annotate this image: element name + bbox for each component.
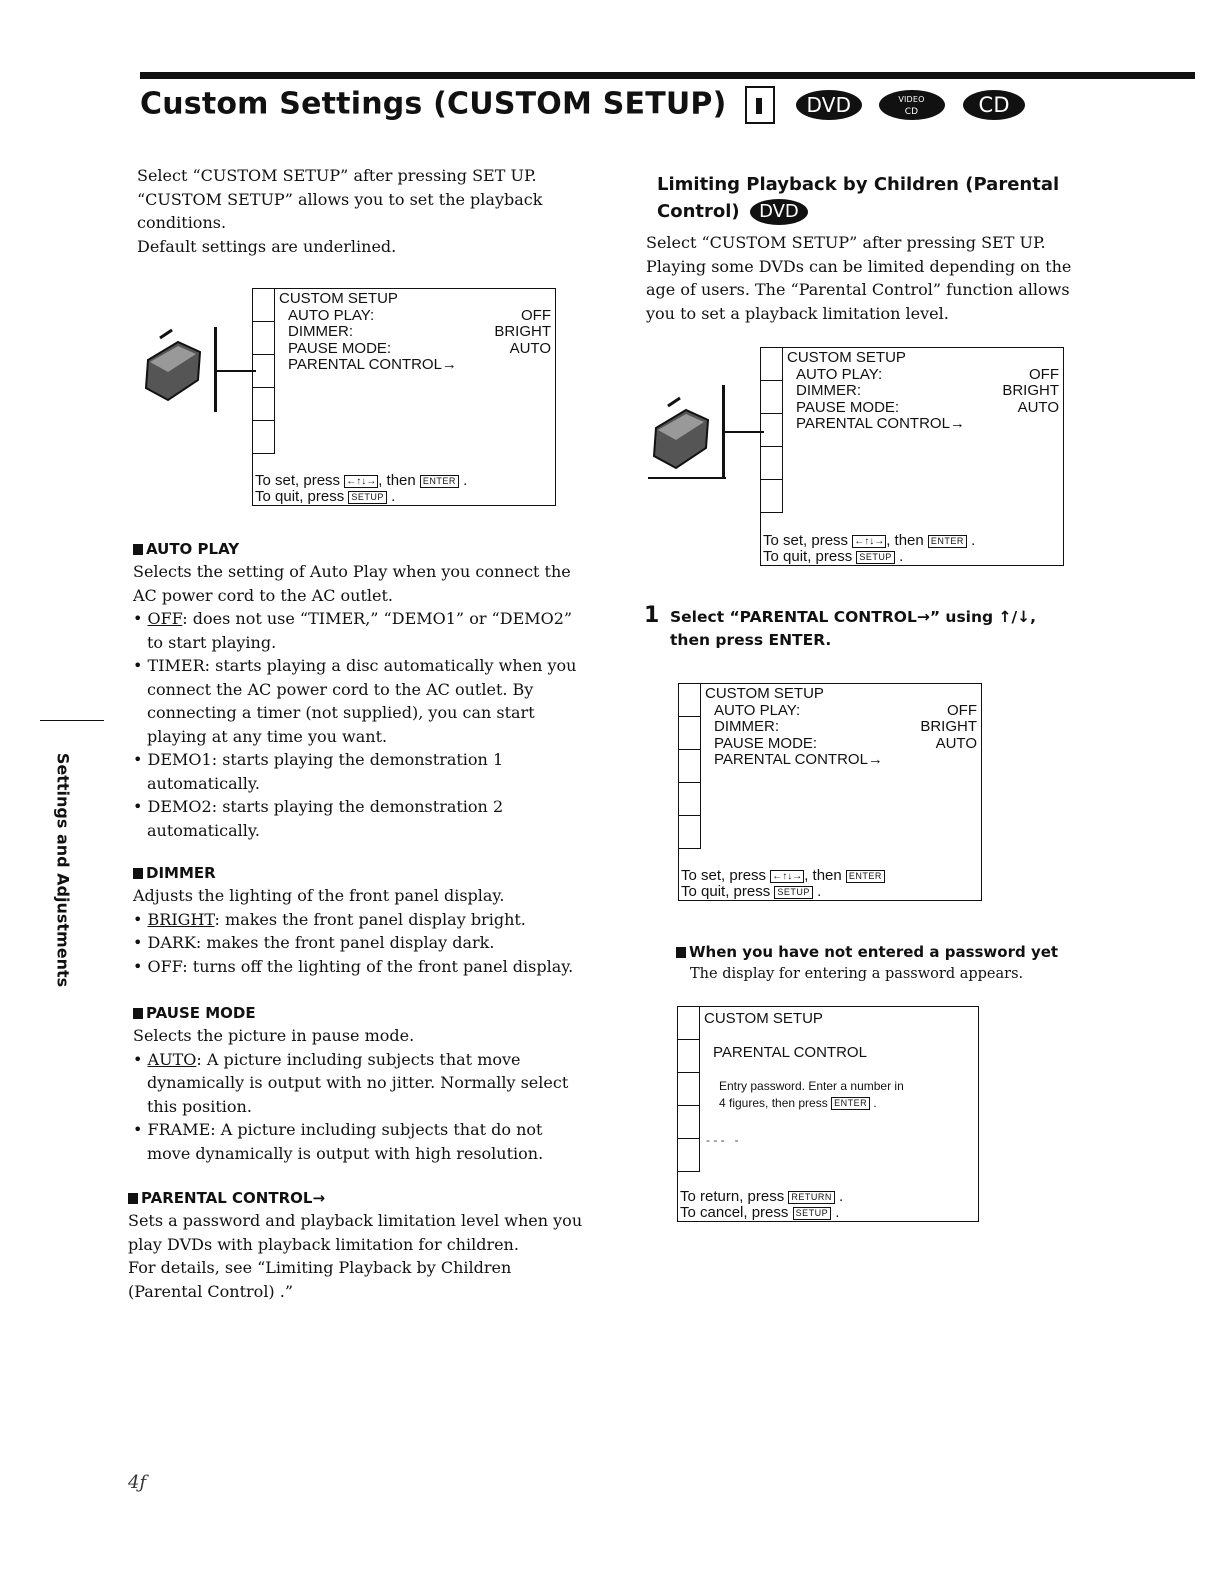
row-label: PAUSE MODE:	[796, 398, 900, 416]
screen-row	[787, 383, 1059, 400]
option-text: : turns off the lighting of the front panel display.	[182, 956, 574, 976]
step-text: Select “PARENTAL CONTROL→” using ↑/↓, then press ENTER.	[670, 608, 1037, 649]
option-text: : A picture including subjects that move dynamically is output with no jitter. Normally select this position.	[147, 1049, 569, 1116]
option-key: DEMO1	[147, 750, 212, 769]
list-item	[133, 748, 588, 795]
enter-key-icon: ENTER	[928, 535, 967, 548]
option-text: : A picture including subjects that do not move dynamically is output with high resolution.	[147, 1120, 544, 1163]
pw-message: Entry password. Enter a number in 4 figures, then press ENTER .	[704, 1078, 974, 1112]
screen-row	[705, 703, 977, 720]
side-tab-label: Settings and Adjustments	[53, 752, 73, 988]
screen-row	[279, 341, 551, 358]
option-key: BRIGHT	[147, 909, 215, 929]
row-label: PAUSE MODE:	[714, 734, 818, 752]
illustration-pointer	[722, 431, 764, 433]
row-label: PARENTAL CONTROL→	[714, 751, 883, 768]
list-item	[133, 955, 588, 979]
no-password-heading: When you have not entered a password yet	[689, 943, 1059, 961]
row-value: OFF	[947, 701, 977, 719]
row-label: DIMMER:	[714, 718, 779, 735]
row-value: BRIGHT	[494, 323, 551, 340]
remote-icon	[745, 86, 775, 124]
dvd-badge: DVD	[796, 90, 862, 120]
option-text: : makes the front panel display bright.	[214, 909, 526, 929]
row-label: DIMMER:	[288, 323, 353, 340]
step-number: 1	[644, 603, 660, 628]
page-title	[140, 86, 1025, 124]
row-label: DIMMER:	[796, 382, 861, 399]
enter-key-icon: ENTER	[420, 475, 459, 488]
illustration-base	[648, 477, 726, 479]
row-value: OFF	[1029, 365, 1059, 383]
dimmer-heading: DIMMER	[146, 864, 216, 882]
screen-header: CUSTOM SETUP	[279, 290, 398, 307]
list-item	[133, 931, 588, 955]
pause-mode-heading: PAUSE MODE	[146, 1004, 256, 1022]
arrow-keys-icon: ←↑↓→	[854, 536, 885, 547]
option-text: : starts playing the demonstration 2 automatically.	[147, 797, 504, 840]
side-tab	[48, 745, 78, 995]
option-key: DARK	[147, 933, 196, 952]
side-tab-rule	[40, 720, 104, 721]
row-label: PAUSE MODE:	[288, 339, 392, 357]
arrow-keys-icon: ←↑↓→	[346, 476, 377, 487]
screen-row	[705, 719, 977, 736]
vcd-badge	[879, 90, 945, 120]
row-label: AUTO PLAY:	[796, 365, 883, 383]
enter-key-icon: ENTER	[831, 1097, 870, 1110]
quit-instruction: To quit, press	[255, 488, 349, 505]
option-key: OFF	[147, 956, 183, 976]
screen-header: CUSTOM SETUP	[705, 685, 824, 702]
parental-heading: PARENTAL CONTROL→	[141, 1189, 326, 1207]
option-text: : does not use “TIMER,” “DEMO1” or “DEMO2” to start playing.	[147, 609, 573, 652]
custom-setup-screen	[252, 288, 556, 506]
option-key: TIMER	[147, 656, 205, 675]
return-instruction: To return, press	[680, 1188, 789, 1205]
screen-header: CUSTOM SETUP	[787, 349, 906, 366]
auto-play-heading: AUTO PLAY	[146, 540, 240, 558]
parental-details: For details, see “Limiting Playback by Children (Parental Control) .”	[128, 1258, 512, 1301]
row-value: AUTO	[1017, 398, 1059, 416]
no-password-desc: The display for entering a password appears.	[690, 966, 1024, 982]
row-label: AUTO PLAY:	[288, 306, 375, 324]
screen-row	[787, 400, 1059, 417]
custom-setup-screen	[678, 683, 982, 901]
screen-content	[787, 350, 1059, 433]
player-illustration	[646, 388, 716, 478]
option-key: DEMO2	[147, 797, 212, 816]
option-text: : starts playing a disc automatically when you connect the AC power cord to the AC outlet. By connecting a timer (not supplied), you can start playing at any time you want.	[147, 656, 577, 746]
parental-desc: Sets a password and playback limitation level when you play DVDs with playback limitation for children.	[128, 1211, 583, 1254]
pause-mode-desc: Selects the picture in pause mode.	[133, 1026, 415, 1045]
arrow-keys-icon: ←↑↓→	[772, 871, 803, 882]
page-title-text: Custom Settings (CUSTOM SETUP)	[140, 86, 727, 122]
custom-setup-screen	[760, 347, 1064, 566]
setup-key-icon: SETUP	[793, 1207, 832, 1220]
cancel-instruction: To cancel, press	[680, 1204, 793, 1221]
auto-play-options	[133, 607, 588, 842]
pw-message-line2: 4 figures, then press	[719, 1096, 832, 1110]
illustration-pointer	[214, 370, 256, 372]
option-key: AUTO	[147, 1049, 197, 1069]
pw-entry-dashes: - - - -	[706, 1133, 739, 1147]
list-item	[133, 1118, 588, 1165]
cd-badge: CD	[963, 90, 1025, 120]
parental-control-section	[128, 1187, 583, 1303]
screen-tabs	[679, 684, 701, 849]
pw-screen-header: CUSTOM SETUP	[704, 1010, 823, 1027]
player-illustration	[138, 320, 208, 410]
option-key: FRAME	[147, 1120, 211, 1139]
left-intro-line: “CUSTOM SETUP” allows you to set the playback conditions.	[137, 189, 543, 232]
header-rule	[140, 72, 1195, 79]
screen-content	[704, 1011, 974, 1149]
no-password-heading-row	[676, 942, 1058, 962]
option-key: OFF	[147, 609, 183, 628]
screen-row	[279, 308, 551, 325]
option-text: : makes the front panel display dark.	[195, 933, 495, 952]
screen-content	[279, 291, 551, 374]
screen-row	[705, 736, 977, 753]
screen-content	[705, 686, 977, 769]
screen-footer: To set, press ←↑↓→ , then ENTER To quit, press SETUP .	[681, 868, 885, 900]
list-item	[133, 908, 588, 932]
auto-play-section	[133, 538, 588, 842]
setup-key-icon: SETUP	[774, 886, 813, 899]
pause-mode-options	[133, 1048, 588, 1166]
section-title-line2: Control)	[657, 201, 740, 222]
row-value: BRIGHT	[1002, 382, 1059, 399]
enter-key-icon: ENTER	[846, 870, 885, 883]
screen-footer: To set, press ←↑↓→ , then ENTER . To quit, press SETUP .	[255, 472, 468, 505]
set-instruction: To set, press	[763, 532, 853, 549]
dimmer-desc: Adjusts the lighting of the front panel display.	[133, 886, 505, 905]
pw-screen-subheader: PARENTAL CONTROL	[713, 1043, 867, 1061]
list-item	[133, 607, 588, 654]
row-label: AUTO PLAY:	[714, 701, 801, 719]
row-label: PARENTAL CONTROL→	[796, 415, 965, 432]
section-title-line1: Limiting Playback by Children (Parental	[657, 174, 1060, 195]
password-screen	[677, 1006, 979, 1222]
pause-mode-section	[133, 1002, 588, 1165]
right-intro-line: Playing some DVDs can be limited depending on the age of users. The “Parental Control” function allows you to set a playback limitation level.	[646, 256, 1072, 323]
page-number: 4ƒ	[128, 1472, 147, 1493]
vcd-badge-top: VIDEO	[898, 95, 925, 104]
left-intro-line: Select “CUSTOM SETUP” after pressing SET UP.	[137, 166, 537, 185]
screen-tabs	[253, 289, 275, 454]
screen-tabs	[761, 348, 783, 513]
left-intro	[137, 164, 557, 258]
right-intro-line: Select “CUSTOM SETUP” after pressing SET UP.	[646, 233, 1046, 252]
quit-instruction: To quit, press	[681, 883, 775, 900]
row-value: AUTO	[935, 734, 977, 752]
dimmer-options	[133, 908, 588, 979]
screen-row	[787, 367, 1059, 384]
quit-instruction: To quit, press	[763, 548, 857, 565]
set-instruction-mid: , then	[804, 867, 846, 884]
pw-message-line1: Entry password. Enter a number in	[719, 1079, 904, 1093]
row-value: BRIGHT	[920, 718, 977, 735]
list-item	[133, 795, 588, 842]
row-value: AUTO	[509, 339, 551, 357]
set-instruction-mid: , then	[378, 472, 420, 489]
screen-tabs	[678, 1007, 700, 1172]
right-intro	[646, 231, 1091, 325]
screen-row	[787, 416, 1059, 433]
screen-row	[279, 324, 551, 341]
vcd-badge-bottom: CD	[904, 107, 919, 117]
dvd-badge: DVD	[750, 199, 808, 225]
screen-row	[279, 357, 551, 374]
set-instruction-mid: , then	[886, 532, 928, 549]
dimmer-section	[133, 862, 588, 978]
screen-row	[705, 752, 977, 769]
list-item	[133, 654, 588, 748]
option-text: : starts playing the demonstration 1 automatically.	[147, 750, 504, 793]
left-intro-line: Default settings are underlined.	[137, 236, 397, 256]
list-item	[133, 1048, 588, 1119]
setup-key-icon: SETUP	[856, 551, 895, 564]
row-value: OFF	[521, 306, 551, 324]
setup-key-icon: SETUP	[348, 491, 387, 504]
auto-play-desc: Selects the setting of Auto Play when you connect the AC power cord to the AC outlet.	[133, 562, 571, 605]
screen-footer: To set, press ←↑↓→ , then ENTER . To quit, press SETUP .	[763, 532, 976, 565]
parental-section-title	[657, 171, 1077, 225]
row-label: PARENTAL CONTROL→	[288, 356, 457, 373]
set-instruction: To set, press	[681, 867, 771, 884]
screen-footer: To return, press RETURN . To cancel, press SETUP .	[680, 1188, 844, 1221]
set-instruction: To set, press	[255, 472, 345, 489]
return-key-icon: RETURN	[788, 1191, 835, 1204]
